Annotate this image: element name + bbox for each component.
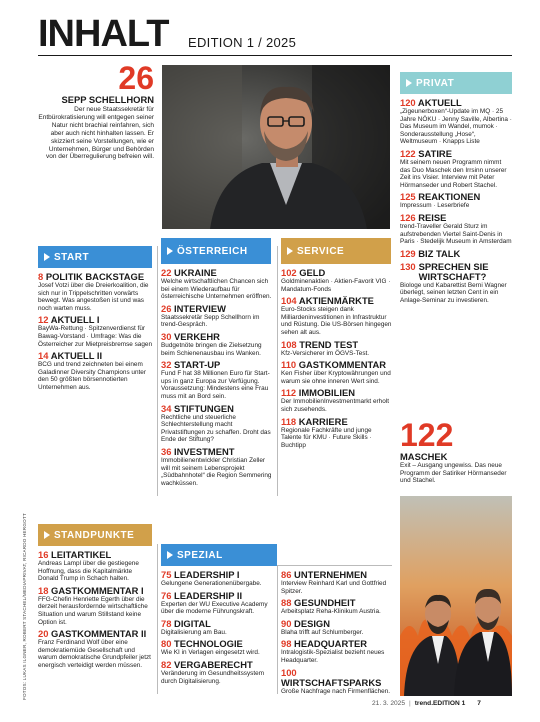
feature-photo[interactable]	[162, 65, 390, 229]
list-item[interactable]	[161, 660, 275, 685]
item-text: Welche wirtschaftlichen Chancen sich bei einem Wiederaufbau für österreichische Unternehmen eröffnen.	[161, 278, 272, 301]
item-text: Goldminenaktien · Aktien-Favorit VIG · Mandatum-Fonds	[281, 278, 391, 293]
list-item[interactable]	[38, 351, 153, 391]
item-page-number: 110	[281, 359, 297, 371]
list-item[interactable]	[161, 619, 275, 637]
item-text: „Zigeunerboxen“-Update im MQ · 25 Jahre NÖKU · Jenny Saville, Albertina · Das Museum im Wandel, mumok · Sonderausstellung „Hose“, Weltmuseum · Knapps Liste	[400, 108, 512, 146]
footer-page-number: 7	[477, 700, 481, 707]
footer	[372, 700, 512, 707]
item-page-number: 102	[281, 267, 297, 278]
item-title: GASTKOMMENTAR I	[51, 584, 144, 596]
item-page-number: 90	[281, 617, 292, 629]
section-standpunkte-list	[38, 550, 153, 673]
item-text: trend-Traveller Gerald Sturz im aufstrebenden Viertel Saint-Denis in Paris · Stedelijk Museum in Amsterdam	[400, 222, 512, 246]
item-title: GELD	[299, 267, 326, 278]
arrow-right-icon	[287, 247, 293, 255]
item-text: Ken Fisher über Kryptowährungen und warum sie ohne inneren Wert sind.	[281, 370, 391, 385]
item-text: Franz Ferdinand Wolf über eine demokratiemüde Gesellschaft und warum demokratische Grundpfeiler jetzt energisch verteidigt werden müssen.	[38, 639, 151, 669]
item-title: REISE	[418, 211, 447, 223]
item-title: UNTERNEHMEN	[294, 569, 367, 580]
item-text: Gelungene Generationenübergabe.	[161, 580, 262, 587]
item-text: Josef Votzi über die Dreierkoalition, die sich nur in Trippelschritten vorwärts bewegt. Was angestoßen ist und was noch warten muss.	[38, 282, 149, 312]
section-service-list	[281, 268, 393, 452]
list-item[interactable]	[161, 639, 275, 657]
item-title: LEADERSHIP I	[174, 569, 240, 580]
item-title: VERKEHR	[174, 330, 220, 342]
item-title: TECHNOLOGIE	[174, 638, 243, 650]
list-item[interactable]	[281, 360, 393, 385]
section-start-header[interactable]	[38, 246, 152, 268]
item-title: BIZ TALK	[418, 247, 461, 259]
edition-label: EDITION 1 / 2025	[188, 35, 297, 50]
maschek-name: MASCHEK	[400, 451, 448, 462]
spezial-rule	[277, 565, 392, 566]
list-item[interactable]	[400, 149, 512, 189]
section-privat-label: PRIVAT	[416, 77, 455, 89]
section-privat-list	[400, 98, 512, 308]
list-item[interactable]	[38, 586, 153, 626]
item-page-number: 125	[400, 191, 416, 203]
list-item[interactable]	[161, 304, 274, 329]
maschek-illustration[interactable]	[400, 496, 512, 696]
item-page-number: 14	[38, 350, 49, 362]
item-page-number: 129	[400, 247, 416, 259]
item-text: Andreas Lampl über die gestiegene Hoffnung, dass die Kapitalmärkte Donald Trump in Schach halten.	[38, 560, 139, 583]
column-divider	[277, 246, 278, 496]
item-page-number: 8	[38, 271, 44, 282]
list-item[interactable]	[161, 332, 274, 357]
item-title: AKTIENMÄRKTE	[298, 295, 374, 307]
item-text: Intralogistik-Spezialist bezieht neues Headquarter.	[281, 649, 385, 664]
section-oesterreich-list	[161, 268, 274, 490]
list-item[interactable]	[281, 639, 395, 664]
item-page-number: 20	[38, 628, 49, 640]
section-start-list	[38, 272, 153, 395]
item-title: UKRAINE	[174, 267, 217, 278]
feature-text: Der neue Staatssekretär für Entbürokratisierung will entgegen seiner Natur nicht brachial reinfahren, sich aber auch nicht hinhalten lassen. Er skizziert seine Vorstellungen, wie er Unternehmen, Bürger und Behörden von der Überregulierung befreien will.	[38, 106, 154, 161]
section-standpunkte-header[interactable]	[38, 524, 152, 546]
item-title: AKTUELL	[417, 97, 462, 108]
section-standpunkte-label: STANDPUNKTE	[54, 529, 135, 541]
item-text: Immobilienentwickler Christian Zeller will mit seinem Lebensprojekt „Südbahnhotel“ die Region Semmering wachküssen.	[161, 456, 272, 487]
item-text: Mit seinem neuen Programm nimmt das Duo Maschek den Irrsinn unserer Zeit ins Visier. Interview mit Peter Hörmanseder und Robert Stachel.	[400, 158, 507, 189]
item-title: IMMOBILIEN	[298, 387, 355, 399]
list-item[interactable]	[38, 629, 153, 669]
item-page-number: 36	[161, 445, 172, 457]
list-item[interactable]	[400, 98, 512, 146]
item-page-number: 104	[281, 295, 297, 307]
section-spezial-right-list	[281, 570, 395, 698]
item-page-number: 80	[161, 638, 172, 650]
list-item[interactable]	[281, 296, 393, 336]
item-title: HEADQUARTER	[294, 638, 367, 650]
item-title: GESUNDHEIT	[294, 597, 356, 609]
item-page-number: 32	[161, 359, 172, 371]
item-text: Veränderung im Gesundheitssystem durch Digitalisierung.	[161, 669, 265, 685]
item-title: AKTUELL I	[50, 314, 100, 326]
item-title: WIRTSCHAFTSPARKS	[281, 676, 382, 688]
list-item[interactable]	[400, 262, 512, 305]
section-spezial-left-list	[161, 570, 275, 688]
list-item[interactable]	[400, 249, 512, 259]
item-page-number: 98	[281, 638, 292, 650]
section-spezial-header[interactable]	[161, 544, 277, 566]
item-title: KARRIERE	[298, 415, 348, 427]
section-start-label: START	[54, 251, 90, 263]
section-service-label: SERVICE	[297, 245, 345, 257]
item-text: Regionale Fachkräfte und junge Talente für KMU · Future Skills · Buchtipp	[281, 426, 372, 449]
item-page-number: 75	[161, 569, 172, 580]
column-divider	[277, 566, 278, 694]
list-item[interactable]	[400, 213, 512, 246]
item-text: Biologe und Kabarettist Berni Wagner überlegt, seinen letzten Cent in ein Anlage-Seminar zu investieren.	[400, 281, 507, 304]
item-page-number: 16	[38, 549, 49, 560]
footer-date: 21. 3. 2025	[372, 700, 405, 707]
item-page-number: 130	[400, 260, 416, 272]
list-item[interactable]	[281, 598, 395, 616]
column-divider	[157, 246, 158, 496]
arrow-right-icon	[44, 531, 50, 539]
list-item[interactable]	[281, 417, 393, 450]
photo-credits: FOTOS: LUKAS ILGNER, ROBERT STACHEL/MEDIAPRIVAT, RICARDO HERGOTT	[22, 513, 27, 700]
list-item[interactable]	[281, 268, 393, 293]
arrow-right-icon	[44, 253, 50, 261]
item-text: Große Nachfrage nach Firmenflächen.	[281, 687, 391, 695]
list-item[interactable]	[38, 550, 153, 583]
maschek-page-number: 122	[400, 417, 454, 453]
item-page-number: 108	[281, 338, 297, 350]
item-text: Digitalisierung am Bau.	[161, 628, 227, 636]
item-text: Rechtliche und steuerliche Schlechterstellung macht Privatstiftungen zu schaffen. Droht das Ende der Stiftung?	[161, 413, 271, 444]
item-title: REAKTIONEN	[418, 191, 481, 203]
list-item[interactable]	[281, 619, 395, 637]
item-page-number: 126	[400, 211, 416, 223]
item-title: TREND TEST	[299, 338, 359, 350]
item-page-number: 26	[161, 302, 172, 314]
item-page-number: 118	[281, 415, 297, 427]
list-item[interactable]	[38, 272, 153, 312]
item-text: Fund F hat 38 Millionen Euro für Start-ups in ganz Europa zur Verfügung. Voraussetzung: Mindestens eine Frau muss mit an Bord sein.	[161, 370, 270, 400]
item-text: Blaha trifft auf Schlumberger.	[281, 628, 364, 636]
item-text: Budgetnöte bringen die Zielsetzung beim Schienenausbau ins Wanken.	[161, 341, 262, 357]
item-title: STIFTUNGEN	[174, 402, 234, 414]
footer-brand: trend.EDITION 1	[414, 700, 466, 707]
item-title: LEITARTIKEL	[51, 549, 112, 560]
section-oesterreich-label: ÖSTERREICH	[177, 245, 248, 257]
item-title: DESIGN	[294, 617, 330, 629]
item-title: INTERVIEW	[174, 302, 226, 314]
feature-block[interactable]	[38, 62, 154, 161]
item-page-number: 112	[281, 387, 297, 399]
item-page-number: 122	[400, 147, 416, 159]
list-item[interactable]	[281, 388, 393, 413]
list-item[interactable]	[281, 340, 393, 358]
item-title: GASTKOMMENTAR II	[51, 628, 147, 640]
item-title: DIGITAL	[174, 617, 211, 629]
item-text: Experten der WU Executive Academy über die moderne Führungskraft.	[161, 600, 268, 616]
footer-separator: |	[409, 700, 411, 707]
list-item[interactable]	[161, 404, 274, 444]
list-item[interactable]	[161, 268, 274, 301]
item-title: START-UP	[174, 359, 221, 371]
list-item[interactable]	[400, 192, 512, 210]
list-item[interactable]	[161, 360, 274, 400]
section-service-header[interactable]	[281, 238, 391, 264]
item-title: INVESTMENT	[174, 445, 235, 457]
header-rule	[38, 55, 512, 56]
item-text: BayWa-Rettung · Spitzenverdienst für Bawag-Vorstand · Umfrage: Was die Österreicher zur Mietpreisbremse sagen	[38, 325, 153, 348]
item-text: Der ImmobilienInvestmentmarkt erholt sich zusehends.	[281, 398, 389, 413]
arrow-right-icon	[167, 247, 173, 255]
item-title: LEADERSHIP II	[174, 589, 243, 601]
item-page-number: 78	[161, 617, 172, 629]
section-spezial-label: SPEZIAL	[177, 549, 223, 561]
item-page-number: 100	[281, 666, 297, 678]
page-title: INHALT	[38, 13, 169, 55]
item-text: Impressum · Leserbriefe	[400, 202, 470, 210]
feature-name: SEPP SCHELLHORN	[61, 94, 154, 105]
item-title: AKTUELL II	[50, 350, 103, 362]
list-item[interactable]	[38, 315, 153, 348]
item-page-number: 76	[161, 589, 172, 601]
list-item[interactable]	[281, 668, 395, 696]
item-text: Staatssekretär Sepp Schellhorn im trend-Gespräch.	[161, 313, 260, 329]
item-title: SPRECHEN SIE WIRTSCHAFT?	[418, 260, 489, 282]
column-divider	[157, 544, 158, 694]
item-page-number: 12	[38, 314, 49, 326]
item-title: SATIRE	[418, 147, 452, 159]
item-title: POLITIK BACKSTAGE	[45, 271, 145, 282]
item-text: Euro-Stocks steigen dank Milliardeninvestitionen in Infrastruktur und Rüstung. Die US-Börsen hingegen sehen alt aus.	[281, 306, 392, 336]
item-page-number: 22	[161, 267, 172, 278]
section-privat-header[interactable]	[400, 72, 512, 94]
item-text: Interview Reinhard Karl und Gottfried Spitzer.	[281, 580, 387, 595]
item-page-number: 86	[281, 569, 292, 580]
item-page-number: 18	[38, 584, 49, 596]
item-page-number: 34	[161, 402, 172, 414]
list-item[interactable]	[161, 447, 274, 487]
section-oesterreich-header[interactable]	[161, 238, 271, 264]
list-item[interactable]	[161, 570, 275, 588]
item-title: VERGABERECHT	[174, 658, 253, 670]
item-title: GASTKOMMENTAR	[298, 359, 387, 371]
item-page-number: 120	[400, 97, 416, 108]
item-page-number: 82	[161, 658, 172, 670]
arrow-right-icon	[406, 79, 412, 87]
item-text: FFG-Chefin Henriette Egerth über die derzeit herausfordernde wirtschaftliche Situation und warum Stillstand keine Option ist.	[38, 595, 148, 626]
maschek-text: Exit – Ausgang ungewiss. Das neue Programm der Satiriker Hörmanseder und Stachel.	[400, 462, 507, 485]
item-page-number: 30	[161, 330, 172, 342]
list-item[interactable]	[161, 591, 275, 616]
maschek-block[interactable]	[400, 417, 512, 485]
item-text: BCG und trend zeichneten bei einem Galadinner Diversity Champions unter den 50 größten börsennotierten Unternehmen aus.	[38, 361, 146, 391]
item-text: Arbeitsplatz Reha-Klinikum Austria.	[281, 608, 381, 616]
item-page-number: 88	[281, 597, 292, 609]
list-item[interactable]	[281, 570, 395, 595]
feature-page-number: 26	[118, 60, 154, 96]
arrow-right-icon	[167, 551, 173, 559]
item-text: Kfz-Versicherer im ÖGVS-Test.	[281, 349, 370, 357]
item-text: Wie KI in Verlagen eingesetzt wird.	[161, 649, 260, 657]
